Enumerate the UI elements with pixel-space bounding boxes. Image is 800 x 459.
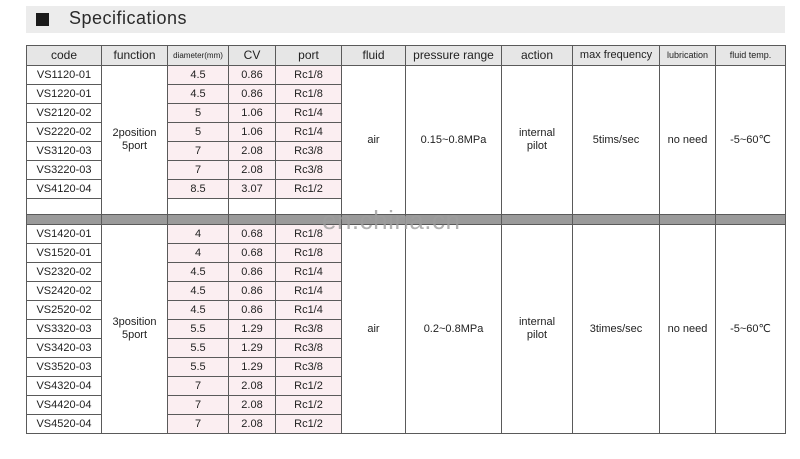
port-cell: Rc1/4 bbox=[276, 123, 342, 142]
cv-cell: 2.08 bbox=[229, 396, 276, 415]
separator-row-cell bbox=[168, 215, 229, 225]
fluid-temp-cell: -5~60℃ bbox=[716, 66, 786, 215]
port-cell: Rc3/8 bbox=[276, 320, 342, 339]
action-cell: internal pilot bbox=[502, 66, 573, 215]
specifications-table bbox=[26, 45, 786, 434]
diameter-cell: 5.5 bbox=[168, 358, 229, 377]
col-header-port: port bbox=[276, 46, 342, 66]
port-cell: Rc1/8 bbox=[276, 244, 342, 263]
cv-cell: 2.08 bbox=[229, 142, 276, 161]
code-cell: VS2420-02 bbox=[27, 282, 102, 301]
port-cell: Rc1/4 bbox=[276, 301, 342, 320]
port-cell: Rc1/4 bbox=[276, 263, 342, 282]
separator-row-cell bbox=[229, 215, 276, 225]
diameter-cell: 5 bbox=[168, 123, 229, 142]
cv-cell: 0.86 bbox=[229, 301, 276, 320]
port-cell: Rc1/2 bbox=[276, 396, 342, 415]
col-header-cv: CV bbox=[229, 46, 276, 66]
code-cell: VS1120-01 bbox=[27, 66, 102, 85]
col-header-function: function bbox=[102, 46, 168, 66]
action-cell: internal pilot bbox=[502, 225, 573, 434]
section-title: Specifications bbox=[69, 8, 188, 28]
cv-cell: 0.86 bbox=[229, 66, 276, 85]
code-cell: VS3320-03 bbox=[27, 320, 102, 339]
diameter-cell: 4.5 bbox=[168, 263, 229, 282]
diameter-cell: 5.5 bbox=[168, 320, 229, 339]
port-cell: Rc1/8 bbox=[276, 85, 342, 104]
col-header-pressure-range: pressure range bbox=[406, 46, 502, 66]
function-cell: 3position 5port bbox=[102, 225, 168, 434]
port-cell: Rc3/8 bbox=[276, 142, 342, 161]
diameter-cell: 4.5 bbox=[168, 85, 229, 104]
square-bullet-icon bbox=[36, 13, 49, 26]
port-cell: Rc3/8 bbox=[276, 339, 342, 358]
gap-row-cell bbox=[229, 199, 276, 215]
cv-cell: 1.06 bbox=[229, 104, 276, 123]
cv-cell: 2.08 bbox=[229, 415, 276, 434]
separator-row-cell bbox=[660, 215, 716, 225]
max-frequency-cell: 3times/sec bbox=[573, 225, 660, 434]
diameter-cell: 5.5 bbox=[168, 339, 229, 358]
separator-row-cell bbox=[716, 215, 786, 225]
code-cell: VS2120-02 bbox=[27, 104, 102, 123]
table-header-row bbox=[27, 46, 786, 66]
diameter-cell: 4.5 bbox=[168, 66, 229, 85]
pressure-range-cell: 0.2~0.8MPa bbox=[406, 225, 502, 434]
separator-row-cell bbox=[102, 215, 168, 225]
col-header-fluid: fluid bbox=[342, 46, 406, 66]
diameter-cell: 4.5 bbox=[168, 282, 229, 301]
code-cell: VS1220-01 bbox=[27, 85, 102, 104]
lubrication-cell: no need bbox=[660, 225, 716, 434]
gap-row-cell bbox=[168, 199, 229, 215]
fluid-temp-cell: -5~60℃ bbox=[716, 225, 786, 434]
cv-cell: 0.86 bbox=[229, 282, 276, 301]
fluid-cell: air bbox=[342, 225, 406, 434]
diameter-cell: 7 bbox=[168, 415, 229, 434]
table-row bbox=[27, 66, 786, 85]
port-cell: Rc1/2 bbox=[276, 180, 342, 199]
col-header-code: code bbox=[27, 46, 102, 66]
port-cell: Rc1/2 bbox=[276, 377, 342, 396]
code-cell: VS3520-03 bbox=[27, 358, 102, 377]
code-cell: VS3220-03 bbox=[27, 161, 102, 180]
function-cell: 2position 5port bbox=[102, 66, 168, 215]
port-cell: Rc3/8 bbox=[276, 161, 342, 180]
watermark: en.china.cn bbox=[322, 205, 461, 235]
port-cell: Rc1/8 bbox=[276, 225, 342, 244]
max-frequency-cell: 5tims/sec bbox=[573, 66, 660, 215]
col-header-lubrication: lubrication bbox=[660, 46, 716, 66]
port-cell: Rc1/2 bbox=[276, 415, 342, 434]
lubrication-cell: no need bbox=[660, 66, 716, 215]
diameter-cell: 4 bbox=[168, 244, 229, 263]
code-cell: VS1520-01 bbox=[27, 244, 102, 263]
code-cell: VS2320-02 bbox=[27, 263, 102, 282]
code-cell: VS3120-03 bbox=[27, 142, 102, 161]
cv-cell: 2.08 bbox=[229, 377, 276, 396]
pressure-range-cell: 0.15~0.8MPa bbox=[406, 66, 502, 215]
col-header-action: action bbox=[502, 46, 573, 66]
diameter-cell: 7 bbox=[168, 142, 229, 161]
cv-cell: 1.29 bbox=[229, 358, 276, 377]
cv-cell: 0.68 bbox=[229, 244, 276, 263]
cv-cell: 2.08 bbox=[229, 161, 276, 180]
diameter-cell: 5 bbox=[168, 104, 229, 123]
separator-row-cell bbox=[573, 215, 660, 225]
diameter-cell: 7 bbox=[168, 377, 229, 396]
diameter-cell: 8.5 bbox=[168, 180, 229, 199]
port-cell: Rc1/8 bbox=[276, 66, 342, 85]
code-cell: VS4320-04 bbox=[27, 377, 102, 396]
code-cell: VS3420-03 bbox=[27, 339, 102, 358]
col-header-fluid-temp: fluid temp. bbox=[716, 46, 786, 66]
fluid-cell: air bbox=[342, 66, 406, 215]
separator-row-cell bbox=[502, 215, 573, 225]
cv-cell: 1.06 bbox=[229, 123, 276, 142]
code-cell: VS1420-01 bbox=[27, 225, 102, 244]
diameter-cell: 4.5 bbox=[168, 301, 229, 320]
cv-cell: 1.29 bbox=[229, 339, 276, 358]
diameter-cell: 7 bbox=[168, 396, 229, 415]
port-cell: Rc3/8 bbox=[276, 358, 342, 377]
code-cell: VS2220-02 bbox=[27, 123, 102, 142]
code-cell: VS4520-04 bbox=[27, 415, 102, 434]
separator-row-cell bbox=[27, 215, 102, 225]
cv-cell: 3.07 bbox=[229, 180, 276, 199]
cv-cell: 0.68 bbox=[229, 225, 276, 244]
diameter-cell: 7 bbox=[168, 161, 229, 180]
port-cell: Rc1/4 bbox=[276, 282, 342, 301]
code-cell: VS4420-04 bbox=[27, 396, 102, 415]
gap-row-cell bbox=[27, 199, 102, 215]
cv-cell: 0.86 bbox=[229, 85, 276, 104]
section-header bbox=[26, 6, 785, 33]
cv-cell: 1.29 bbox=[229, 320, 276, 339]
code-cell: VS2520-02 bbox=[27, 301, 102, 320]
port-cell: Rc1/4 bbox=[276, 104, 342, 123]
col-header-max-frequency: max frequency bbox=[573, 46, 660, 66]
col-header-diameter: diameter(mm) bbox=[168, 46, 229, 66]
cv-cell: 0.86 bbox=[229, 263, 276, 282]
code-cell: VS4120-04 bbox=[27, 180, 102, 199]
diameter-cell: 4 bbox=[168, 225, 229, 244]
